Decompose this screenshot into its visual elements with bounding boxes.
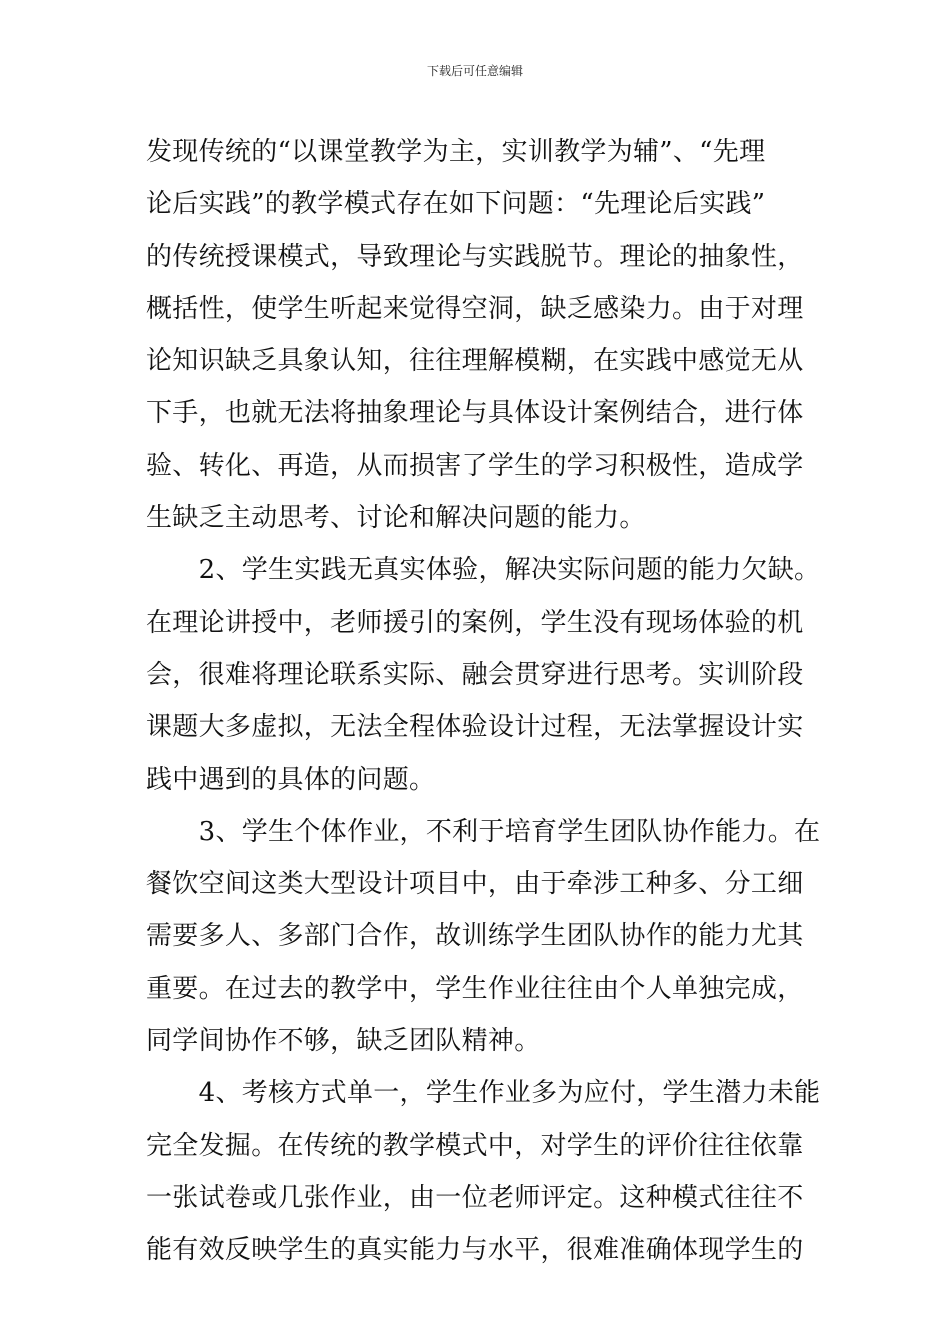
- text-line: 下手，也就无法将抽象理论与具体设计案例结合，进行体: [146, 398, 804, 429]
- text-line: 的传统授课模式，导致理论与实践脱节。理论的抽象性，: [146, 241, 804, 272]
- text-line: 一张试卷或几张作业，由一位老师评定。这种模式往往不: [146, 1182, 804, 1213]
- text-line: 在理论讲授中，老师援引的案例，学生没有现场体验的机: [146, 607, 804, 638]
- text-line: 论知识缺乏具象认知，往往理解模糊，在实践中感觉无从: [146, 346, 804, 377]
- text-line: 完全发掘。在传统的教学模式中，对学生的评价往往依靠: [146, 1130, 804, 1161]
- text-line: 同学间协作不够，缺乏团队精神。: [146, 1026, 541, 1057]
- page-header: 下载后可任意编辑: [426, 64, 523, 78]
- text-line: 验、转化、再造，从而损害了学生的学习积极性，造成学: [146, 450, 804, 481]
- text-line: 能有效反映学生的真实能力与水平，很难准确体现学生的: [146, 1235, 804, 1266]
- text-line: 发现传统的“以课堂教学为主，实训教学为辅”、“先理: [146, 137, 766, 167]
- text-line: 论后实践”的教学模式存在如下问题：“先理论后实践”: [146, 189, 766, 220]
- text-line: 需要多人、多部门合作，故训练学生团队协作的能力尤其: [146, 921, 804, 952]
- text-line: 4、考核方式单一，学生作业多为应付，学生潜力未能: [146, 1078, 821, 1109]
- text-line: 践中遇到的具体的问题。: [146, 764, 436, 795]
- text-line: 2、学生实践无真实体验，解决实际问题的能力欠缺。: [146, 555, 821, 586]
- text-line: 3、学生个体作业，不利于培育学生团队协作能力。在: [146, 816, 821, 847]
- text-line: 会，很难将理论联系实际、融会贯穿进行思考。实训阶段: [146, 659, 804, 690]
- text-line: 概括性，使学生听起来觉得空洞，缺乏感染力。由于对理: [146, 293, 804, 324]
- document-body: [146, 126, 821, 1277]
- text-line: 餐饮空间这类大型设计项目中，由于牵涉工种多、分工细: [146, 869, 804, 900]
- text-line: 重要。在过去的教学中，学生作业往往由个人单独完成，: [146, 973, 804, 1004]
- text-line: 课题大多虚拟，无法全程体验设计过程，无法掌握设计实: [146, 712, 804, 743]
- text-line: 生缺乏主动思考、讨论和解决问题的能力。: [146, 503, 646, 534]
